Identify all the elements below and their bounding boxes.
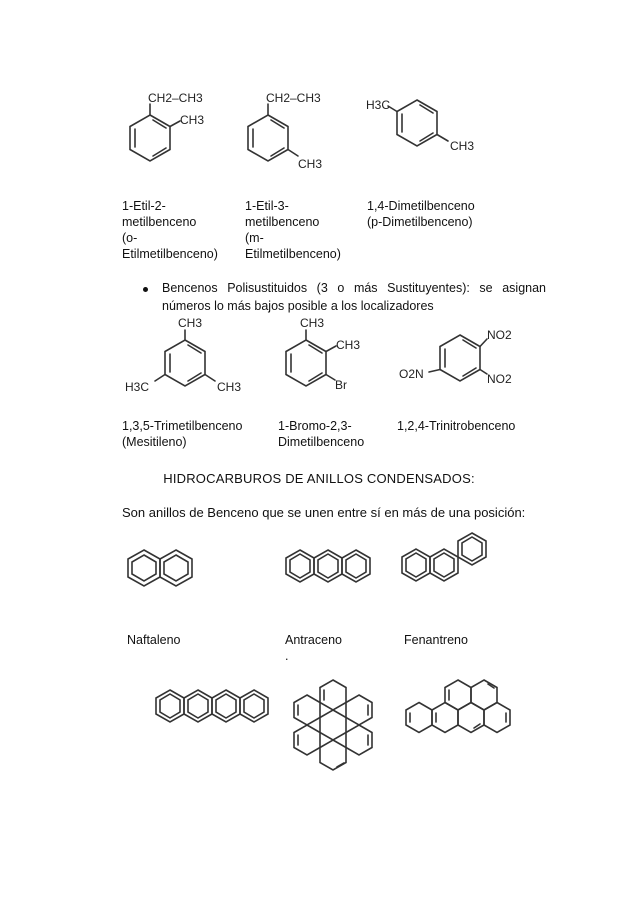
naphthalene-structure: [120, 540, 210, 600]
nitro-label: O2N: [399, 367, 424, 381]
tetracene-structure: [150, 680, 280, 740]
trinitrobenzene-structure: [395, 315, 525, 395]
nitro-label: NO2: [487, 372, 512, 386]
compound-name: 1-Etil-2- metilbenceno (o- Etilmetilbenceno): [122, 199, 218, 261]
methyl-label: CH3: [298, 157, 323, 171]
bullet-text: Bencenos Polisustituidos (3 o más Sustituyentes): se asignan números lo más bajos posible a los localizadores: [162, 281, 546, 313]
compound-name: 1-Etil-3- metilbenceno (m- Etilmetilbenceno): [245, 199, 341, 261]
methyl-label: CH3: [336, 338, 361, 352]
methyl-label: H3C: [125, 380, 150, 394]
ethyl-label: CH2–CH3: [266, 91, 321, 105]
methyl-label: CH3: [178, 316, 203, 330]
compound-name: 1,4-Dimetilbenceno (p-Dimetilbenceno): [367, 199, 475, 229]
methyl-label: CH3: [300, 316, 325, 330]
intro-text: Son anillos de Benceno que se unen entre sí en más de una posición:: [122, 505, 526, 520]
section-heading: HIDROCARBUROS DE ANILLOS CONDENSADOS:: [163, 471, 475, 486]
compound-name: Fenantreno: [404, 633, 468, 647]
bromo-label: Br: [335, 378, 347, 392]
compound-name: Naftaleno: [127, 633, 181, 647]
compound-name: Antraceno .: [285, 633, 342, 663]
compound-name: 1,2,4-Trinitrobenceno: [397, 419, 516, 433]
bullet-icon: [143, 287, 148, 292]
anthracene-structure: [280, 540, 390, 600]
coronene-structure: [278, 668, 388, 780]
bromo-dimethylbenzene-structure: [268, 315, 378, 400]
nitro-label: NO2: [487, 328, 512, 342]
benzopyrene-structure: [400, 668, 520, 768]
mesitylene-structure: [115, 315, 255, 400]
o-ethylmethylbenzene-structure: [110, 90, 230, 180]
methyl-label: CH3: [217, 380, 242, 394]
p-dimethylbenzene-structure: [362, 90, 492, 170]
methyl-left-label: H3C: [366, 98, 391, 112]
compound-name: 1,3,5-Trimetilbenceno (Mesitileno): [122, 419, 243, 449]
m-ethylmethylbenzene-structure: [228, 90, 348, 185]
methyl-right-label: CH3: [450, 139, 475, 153]
phenanthrene-structure: [400, 525, 500, 605]
compound-name: 1-Bromo-2,3- Dimetilbenceno: [278, 419, 365, 449]
ethyl-label: CH2–CH3: [148, 91, 203, 105]
methyl-label: CH3: [180, 113, 205, 127]
